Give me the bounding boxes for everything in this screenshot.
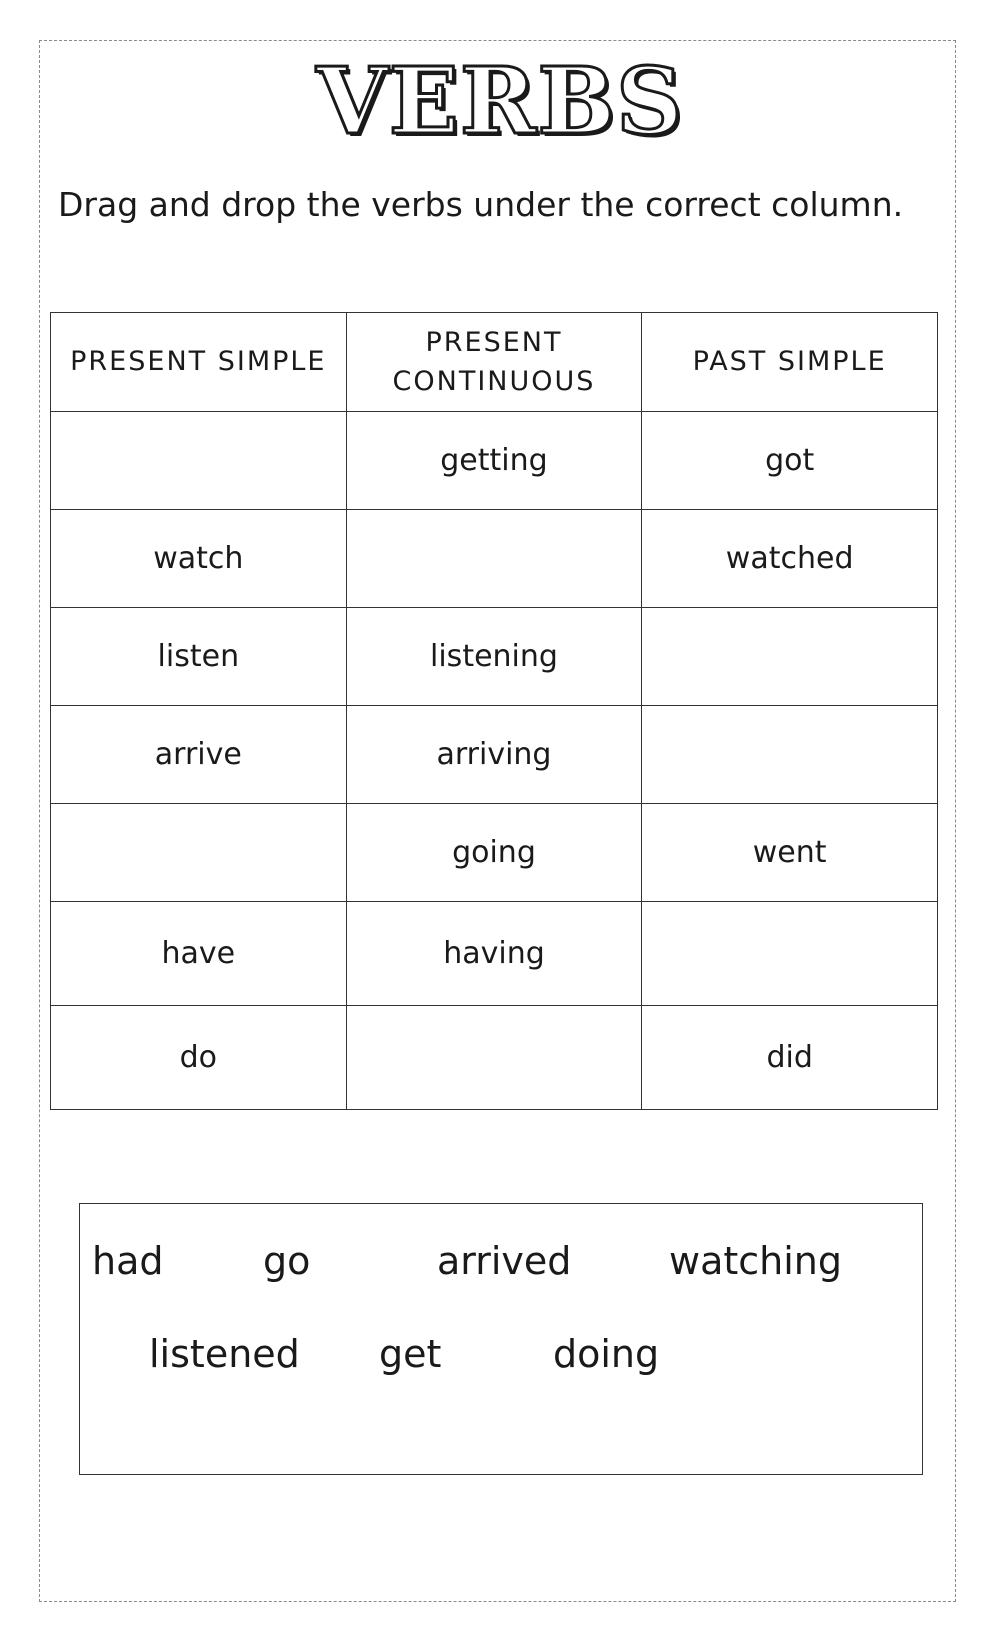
drop-cell[interactable]: having xyxy=(346,902,642,1006)
drop-cell[interactable] xyxy=(346,1006,642,1110)
drop-cell[interactable]: listen xyxy=(51,608,347,706)
header-present-simple: PRESENT SIMPLE xyxy=(51,313,347,412)
drop-cell[interactable]: watched xyxy=(642,510,938,608)
drop-cell[interactable] xyxy=(51,412,347,510)
drop-cell[interactable]: do xyxy=(51,1006,347,1110)
table-row xyxy=(51,706,938,804)
worksheet-title: VERBS xyxy=(316,47,684,155)
instruction-text: Drag and drop the verbs under the correct column. xyxy=(58,185,904,224)
draggable-word[interactable]: listened xyxy=(149,1332,300,1376)
table-row xyxy=(51,510,938,608)
table-row xyxy=(51,608,938,706)
drop-cell[interactable] xyxy=(346,510,642,608)
draggable-word[interactable]: had xyxy=(92,1239,164,1283)
drop-cell[interactable] xyxy=(51,804,347,902)
drop-cell[interactable] xyxy=(642,902,938,1006)
draggable-word[interactable]: doing xyxy=(553,1332,660,1376)
draggable-word[interactable]: arrived xyxy=(437,1239,572,1283)
drop-cell[interactable]: got xyxy=(642,412,938,510)
drop-cell[interactable] xyxy=(642,608,938,706)
drop-cell[interactable]: watch xyxy=(51,510,347,608)
drop-cell[interactable] xyxy=(642,706,938,804)
header-past-simple: PAST SIMPLE xyxy=(642,313,938,412)
drop-cell[interactable]: going xyxy=(346,804,642,902)
table-row xyxy=(51,804,938,902)
drop-cell[interactable]: arriving xyxy=(346,706,642,804)
table-row xyxy=(51,1006,938,1110)
word-bank xyxy=(79,1203,923,1475)
table-row xyxy=(51,412,938,510)
table-header-row xyxy=(51,313,938,412)
drop-cell[interactable]: arrive xyxy=(51,706,347,804)
drop-cell[interactable]: went xyxy=(642,804,938,902)
drop-cell[interactable]: did xyxy=(642,1006,938,1110)
drop-cell[interactable]: have xyxy=(51,902,347,1006)
verb-table xyxy=(50,312,938,1110)
header-present-continuous: PRESENT CONTINUOUS xyxy=(346,313,642,412)
draggable-word[interactable]: go xyxy=(263,1239,311,1283)
table-row xyxy=(51,902,938,1006)
draggable-word[interactable]: watching xyxy=(669,1239,843,1283)
drop-cell[interactable]: getting xyxy=(346,412,642,510)
drop-cell[interactable]: listening xyxy=(346,608,642,706)
draggable-word[interactable]: get xyxy=(379,1332,442,1376)
